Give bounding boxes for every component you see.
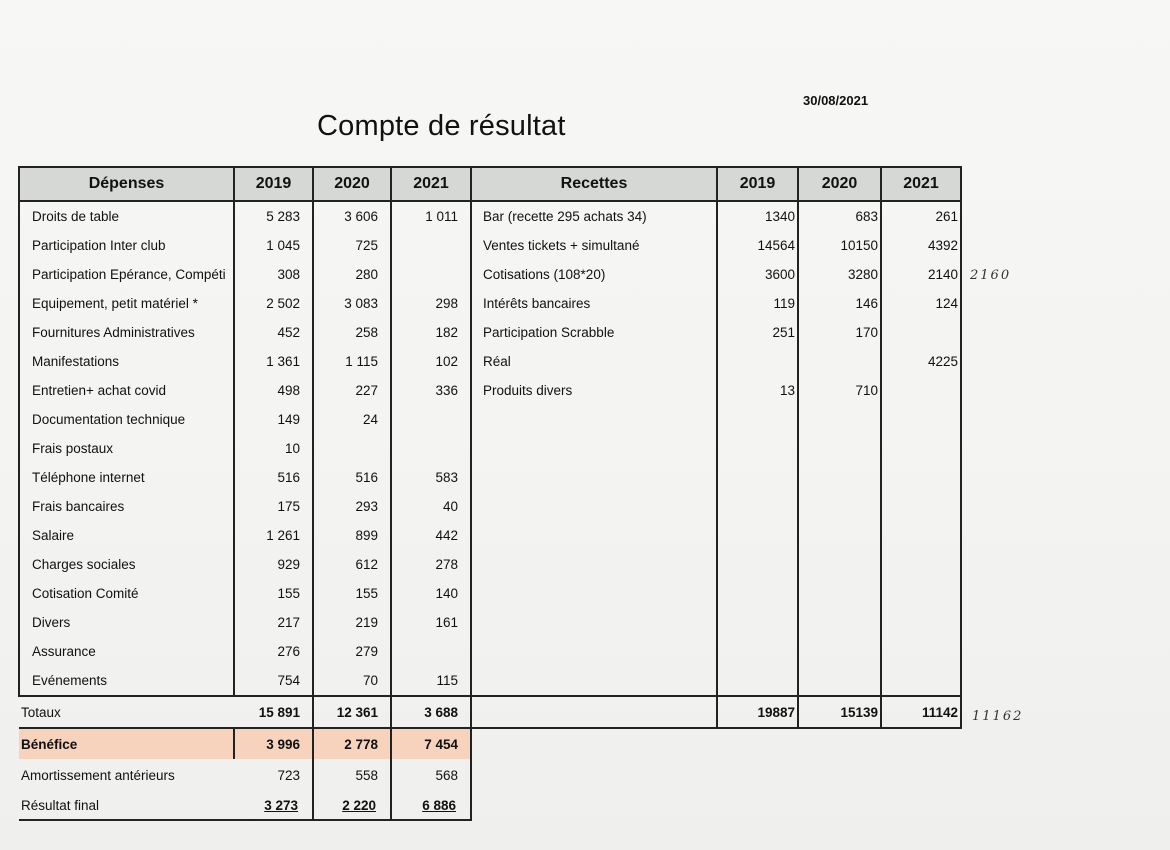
header-2020: 2020 xyxy=(798,167,881,201)
row-label: Frais postaux xyxy=(19,434,234,463)
table-row xyxy=(19,201,471,231)
benefice-row xyxy=(19,728,471,759)
header-2020: 2020 xyxy=(313,167,391,201)
row-value: 119 xyxy=(717,289,798,318)
row-value xyxy=(717,434,798,463)
benefice-label: Bénéfice xyxy=(19,728,234,759)
row-value xyxy=(717,347,798,376)
row-label xyxy=(471,463,717,492)
table-row xyxy=(19,405,471,434)
table-row xyxy=(19,492,471,521)
row-label: Ventes tickets + simultané xyxy=(471,231,717,260)
row-label: Cotisations (108*20) xyxy=(471,260,717,289)
row-value: 13 xyxy=(717,376,798,405)
row-value xyxy=(798,521,881,550)
resultat-2021: 6 886 xyxy=(422,797,456,813)
handwritten-note-cotisations: 2160 xyxy=(970,268,1012,283)
totaux-label: Totaux xyxy=(19,696,234,728)
row-value: 3 606 xyxy=(313,201,391,231)
row-value: 929 xyxy=(234,550,313,579)
row-value: 170 xyxy=(798,318,881,347)
table-row xyxy=(19,579,471,608)
row-value xyxy=(717,492,798,521)
row-value: 276 xyxy=(234,637,313,666)
row-label: Documentation technique xyxy=(19,405,234,434)
benefice-2019: 3 996 xyxy=(234,728,313,759)
row-value: 155 xyxy=(234,579,313,608)
row-value xyxy=(881,376,961,405)
recettes-totaux-label xyxy=(471,696,717,728)
header-2021: 2021 xyxy=(881,167,961,201)
row-value: 298 xyxy=(391,289,471,318)
table-row xyxy=(19,289,471,318)
row-value: 336 xyxy=(391,376,471,405)
recettes-table xyxy=(470,166,962,729)
row-label: Droits de table xyxy=(19,201,234,231)
row-value: 161 xyxy=(391,608,471,637)
row-value xyxy=(798,463,881,492)
table-row xyxy=(471,201,961,231)
table-row xyxy=(471,289,961,318)
resultat-final-row xyxy=(19,791,471,820)
row-label: Salaire xyxy=(19,521,234,550)
resultat-2021-cell xyxy=(391,791,471,820)
row-value: 10 xyxy=(234,434,313,463)
row-value xyxy=(717,608,798,637)
row-value: 24 xyxy=(313,405,391,434)
table-row xyxy=(19,463,471,492)
row-value: 261 xyxy=(881,201,961,231)
row-value xyxy=(881,637,961,666)
recettes-header-row xyxy=(471,167,961,201)
row-value: 308 xyxy=(234,260,313,289)
table-row xyxy=(471,231,961,260)
row-label: Equipement, petit matériel * xyxy=(19,289,234,318)
row-value: 14564 xyxy=(717,231,798,260)
resultat-2019-cell xyxy=(234,791,313,820)
header-depenses: Dépenses xyxy=(19,167,234,201)
page-title: Compte de résultat xyxy=(317,110,566,142)
row-value: 612 xyxy=(313,550,391,579)
row-value: 3600 xyxy=(717,260,798,289)
table-row xyxy=(471,608,961,637)
row-label: Charges sociales xyxy=(19,550,234,579)
row-value: 2 502 xyxy=(234,289,313,318)
row-label: Cotisation Comité xyxy=(19,579,234,608)
row-value xyxy=(798,492,881,521)
row-value: 182 xyxy=(391,318,471,347)
row-value: 710 xyxy=(798,376,881,405)
benefice-2021: 7 454 xyxy=(391,728,471,759)
table-row xyxy=(471,376,961,405)
row-label xyxy=(471,492,717,521)
table-row xyxy=(471,579,961,608)
row-value xyxy=(881,318,961,347)
row-value xyxy=(798,347,881,376)
totaux-2019: 15 891 xyxy=(234,696,313,728)
amortissement-2019: 723 xyxy=(234,759,313,791)
row-value: 124 xyxy=(881,289,961,318)
row-value: 725 xyxy=(313,231,391,260)
row-value: 146 xyxy=(798,289,881,318)
row-value: 251 xyxy=(717,318,798,347)
row-label: Frais bancaires xyxy=(19,492,234,521)
table-row xyxy=(19,231,471,260)
row-value: 683 xyxy=(798,201,881,231)
table-row xyxy=(471,666,961,696)
row-value: 5 283 xyxy=(234,201,313,231)
row-value xyxy=(717,666,798,696)
document-date: 30/08/2021 xyxy=(803,93,869,108)
resultat-2020-cell xyxy=(313,791,391,820)
row-label: Intérêts bancaires xyxy=(471,289,717,318)
header-recettes: Recettes xyxy=(471,167,717,201)
row-value: 293 xyxy=(313,492,391,521)
row-value: 140 xyxy=(391,579,471,608)
row-value xyxy=(798,637,881,666)
table-row xyxy=(19,521,471,550)
table-row xyxy=(19,608,471,637)
row-label xyxy=(471,637,717,666)
handwritten-note-totaux: 11162 xyxy=(972,709,1024,724)
row-value: 115 xyxy=(391,666,471,696)
row-label: Participation Epérance, Compéti xyxy=(19,260,234,289)
row-value xyxy=(391,231,471,260)
table-row xyxy=(471,521,961,550)
table-row xyxy=(471,550,961,579)
row-value: 498 xyxy=(234,376,313,405)
row-value: 1340 xyxy=(717,201,798,231)
row-value xyxy=(391,637,471,666)
row-value: 1 361 xyxy=(234,347,313,376)
amortissement-2020: 558 xyxy=(313,759,391,791)
row-label xyxy=(471,579,717,608)
table-row xyxy=(19,434,471,463)
row-label xyxy=(471,521,717,550)
row-label xyxy=(471,608,717,637)
row-value: 279 xyxy=(313,637,391,666)
row-value: 149 xyxy=(234,405,313,434)
resultat-2020: 2 220 xyxy=(342,797,376,813)
totaux-2021: 3 688 xyxy=(391,696,471,728)
row-value xyxy=(798,434,881,463)
row-value: 1 115 xyxy=(313,347,391,376)
row-value: 1 261 xyxy=(234,521,313,550)
recettes-totaux-2019: 19887 xyxy=(717,696,798,728)
row-label xyxy=(471,666,717,696)
header-2019: 2019 xyxy=(234,167,313,201)
row-value: 3 083 xyxy=(313,289,391,318)
row-label: Téléphone internet xyxy=(19,463,234,492)
amortissement-label: Amortissement antérieurs xyxy=(21,767,175,783)
row-value xyxy=(717,463,798,492)
row-label: Réal xyxy=(471,347,717,376)
row-value: 278 xyxy=(391,550,471,579)
row-label: Evénements xyxy=(19,666,234,696)
row-label: Fournitures Administratives xyxy=(19,318,234,347)
row-label: Assurance xyxy=(19,637,234,666)
header-2021: 2021 xyxy=(391,167,471,201)
row-value: 1 045 xyxy=(234,231,313,260)
table-row xyxy=(471,260,961,289)
row-value xyxy=(798,579,881,608)
row-label xyxy=(471,434,717,463)
totaux-2020: 12 361 xyxy=(313,696,391,728)
row-value xyxy=(881,550,961,579)
table-row xyxy=(19,318,471,347)
row-value: 2140 xyxy=(881,260,961,289)
row-value: 10150 xyxy=(798,231,881,260)
row-value: 452 xyxy=(234,318,313,347)
table-row xyxy=(471,637,961,666)
row-value: 583 xyxy=(391,463,471,492)
row-label: Participation Scrabble xyxy=(471,318,717,347)
row-value xyxy=(881,608,961,637)
row-value xyxy=(881,463,961,492)
row-value xyxy=(798,550,881,579)
row-value: 40 xyxy=(391,492,471,521)
row-value xyxy=(717,637,798,666)
row-label: Divers xyxy=(19,608,234,637)
table-row xyxy=(19,347,471,376)
row-value xyxy=(881,579,961,608)
row-label xyxy=(471,405,717,434)
row-value xyxy=(717,521,798,550)
row-value xyxy=(881,666,961,696)
row-value: 754 xyxy=(234,666,313,696)
row-value xyxy=(313,434,391,463)
row-value: 70 xyxy=(313,666,391,696)
row-value xyxy=(391,434,471,463)
recettes-totaux-row xyxy=(471,696,961,728)
row-value: 258 xyxy=(313,318,391,347)
row-label: Bar (recette 295 achats 34) xyxy=(471,201,717,231)
table-row xyxy=(19,666,471,696)
table-row xyxy=(471,318,961,347)
amortissement-row xyxy=(19,759,471,791)
recettes-totaux-2020: 15139 xyxy=(798,696,881,728)
row-value xyxy=(798,405,881,434)
row-value xyxy=(798,608,881,637)
row-label: Produits divers xyxy=(471,376,717,405)
depenses-totaux-row xyxy=(19,696,471,728)
row-value: 4225 xyxy=(881,347,961,376)
row-value xyxy=(881,521,961,550)
row-label: Manifestations xyxy=(19,347,234,376)
row-value xyxy=(881,405,961,434)
row-value xyxy=(881,492,961,521)
row-value: 219 xyxy=(313,608,391,637)
row-value xyxy=(717,550,798,579)
row-value: 4392 xyxy=(881,231,961,260)
depenses-table xyxy=(18,166,472,821)
row-value xyxy=(717,405,798,434)
row-value: 175 xyxy=(234,492,313,521)
header-2019: 2019 xyxy=(717,167,798,201)
depenses-header-row xyxy=(19,167,471,201)
row-value xyxy=(391,405,471,434)
row-value: 102 xyxy=(391,347,471,376)
row-value: 516 xyxy=(234,463,313,492)
row-value: 280 xyxy=(313,260,391,289)
row-value xyxy=(881,434,961,463)
row-value: 3280 xyxy=(798,260,881,289)
table-row xyxy=(19,550,471,579)
table-row xyxy=(19,260,471,289)
row-value: 516 xyxy=(313,463,391,492)
amortissement-2021: 568 xyxy=(391,759,471,791)
table-row xyxy=(471,463,961,492)
row-label: Participation Inter club xyxy=(19,231,234,260)
table-row xyxy=(19,376,471,405)
row-value: 217 xyxy=(234,608,313,637)
table-row xyxy=(471,492,961,521)
table-row xyxy=(471,434,961,463)
row-value xyxy=(798,666,881,696)
table-row xyxy=(19,637,471,666)
resultat-label: Résultat final xyxy=(19,791,234,820)
row-label xyxy=(471,550,717,579)
row-value: 899 xyxy=(313,521,391,550)
benefice-2020: 2 778 xyxy=(313,728,391,759)
row-value: 1 011 xyxy=(391,201,471,231)
row-value: 155 xyxy=(313,579,391,608)
recettes-totaux-2021: 11142 xyxy=(881,696,961,728)
row-value: 227 xyxy=(313,376,391,405)
table-row xyxy=(471,347,961,376)
row-value: 442 xyxy=(391,521,471,550)
row-label: Entretien+ achat covid xyxy=(19,376,234,405)
resultat-2019: 3 273 xyxy=(264,797,298,813)
row-value xyxy=(391,260,471,289)
row-value xyxy=(717,579,798,608)
table-row xyxy=(471,405,961,434)
